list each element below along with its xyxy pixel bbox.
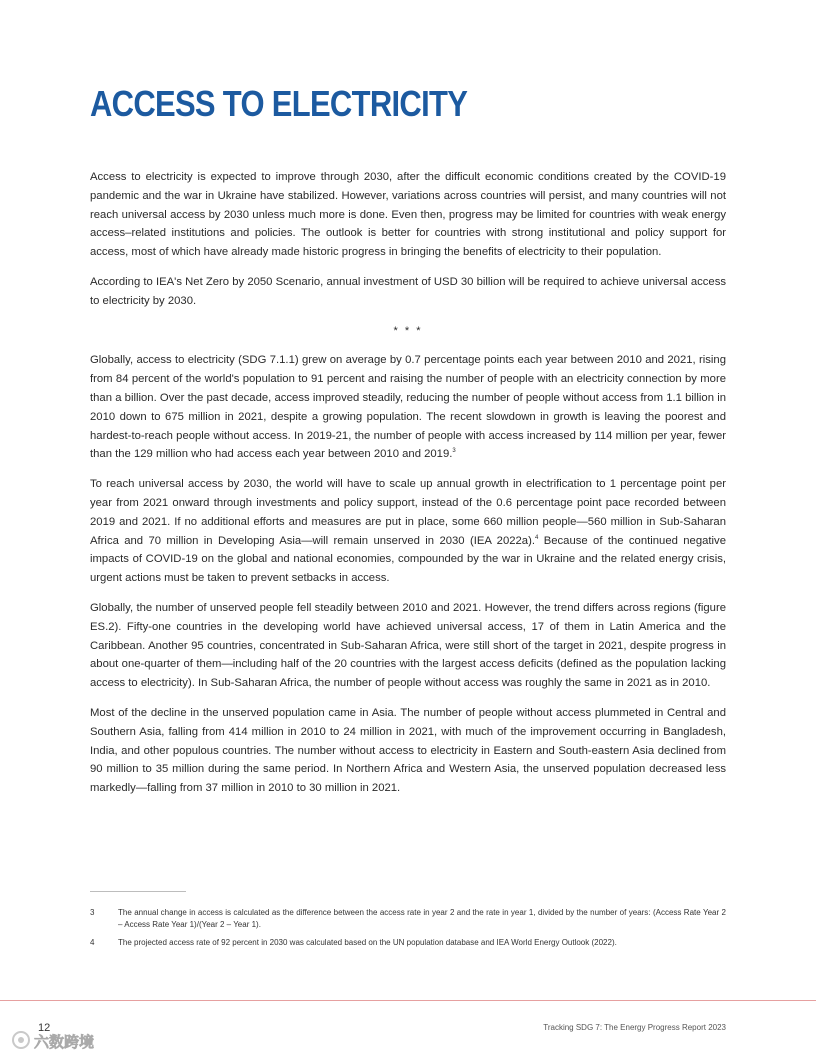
paragraph-text: To reach universal access by 2030, the world will have to scale up annual growth in electrification to 1 percentage point per year from 2021 onward through investments and policy support, instead of the 0.6 percentage point pace recorded between 2019 and 2021. If no additional efforts and measures are put in place, some 660 million people—560 million in Sub-Saharan Africa and 70 million in Developing Asia—will remain unserved in 2030 (IEA 2022a). xyxy=(90,478,726,547)
paragraph-asia-decline: Most of the decline in the unserved population came in Asia. The number of people without access plummeted in Central and Southern Asia, falling from 414 million in 2010 to 24 million in 2021, with much of the improvement occurring in Bangladesh, India, and other populous countries. The number without access to electricity in Eastern and South-eastern Asia declined from 90 million to 35 million during the same period. In Northern Africa and Western Asia, the unserved population decreased less markedly—falling from 37 million in 2010 to 30 million in 2021. xyxy=(90,706,726,795)
footnote-text: The annual change in access is calculated as the difference between the access rate in year 2 and the rate in year 1, divided by the number of years: (Access Rate Year 2 – Access Rate Year 1)/(Year 2 – Year 1). xyxy=(118,908,726,929)
body-text xyxy=(90,168,726,809)
footnote-number: 4 xyxy=(90,938,95,947)
watermark-logo xyxy=(10,1028,110,1052)
page-title: ACCESS TO ELECTRICITY xyxy=(90,83,468,124)
watermark-text: 六数跨境 xyxy=(34,1033,95,1051)
footnote-text: The projected access rate of 92 percent in 2030 was calculated based on the UN population database and IEA World Energy Outlook (2022). xyxy=(118,938,617,947)
paragraph-investment: According to IEA's Net Zero by 2050 Scenario, annual investment of USD 30 billion will be required to achieve universal access to electricity by 2030. xyxy=(90,275,726,307)
paragraph-global-access xyxy=(90,351,726,464)
footnote-number: 3 xyxy=(90,908,95,917)
paragraph-text: Because of the continued negative impacts of COVID-19 on the global and national economies, compounded by the war in Ukraine and the related energy crisis, urgent actions must be taken to prevent setbacks in access. xyxy=(90,534,726,585)
footnote-ref-4[interactable]: 4 xyxy=(535,534,539,541)
footer-divider xyxy=(0,1000,816,1001)
footnote-ref-3[interactable]: 3 xyxy=(452,448,456,455)
report-title: Tracking SDG 7: The Energy Progress Report 2023 xyxy=(543,1023,726,1032)
footnote-3 xyxy=(90,907,726,931)
footnote-4 xyxy=(90,937,726,949)
paragraph-text: Globally, access to electricity (SDG 7.1.1) grew on average by 0.7 percentage points each year between 2010 and 2021, rising from 84 percent of the world's population to 91 percent and raising the number of people with an electricity connection by more than a billion. Over the past decade, access improved steadily, reducing the number of people without access from 1.1 billion in 2010 down to 675 million in 2021, despite a growing population. The recent slowdown in growth is leaving the poorest and hardest-to-reach people without access. In 2019-21, the number of people with access increased by 114 million per year, fewer than the 129 million who had access each year between 2010 and 2019. xyxy=(90,354,726,461)
footnotes xyxy=(90,907,726,955)
section-separator: * * * xyxy=(393,324,423,337)
page-number: 12 xyxy=(38,1022,51,1034)
paragraph-universal-access xyxy=(90,475,726,588)
paragraph-unserved-trend: Globally, the number of unserved people fell steadily between 2010 and 2021. However, the trend differs across regions (figure ES.2). Fifty-one countries in the developing world have achieved universal access, 17 of them in Latin America and the Caribbean. Another 95 countries, concentrated in Sub-Saharan Africa, were still short of the target in 2021, despite progress in about one-quarter of them—including half of the 20 countries with the largest access deficits (defined as the population lacking access to electricity). In Sub-Saharan Africa, the number of people without access was roughly the same in 2021 as in 2010. xyxy=(90,601,726,690)
paragraph-intro: Access to electricity is expected to improve through 2030, after the difficult economic conditions created by the COVID-19 pandemic and the war in Ukraine have stabilized. However, variations across countries will persist, and many countries will not reach universal access by 2030 unless much more is done. Even then, progress may be limited for countries with weak energy access–related institutions and policies. The outlook is better for countries with strong institutional and policy support for access, most of which have already made historic progress in bringing the benefits of electricity to their population. xyxy=(90,171,726,259)
footnote-divider xyxy=(90,891,186,892)
